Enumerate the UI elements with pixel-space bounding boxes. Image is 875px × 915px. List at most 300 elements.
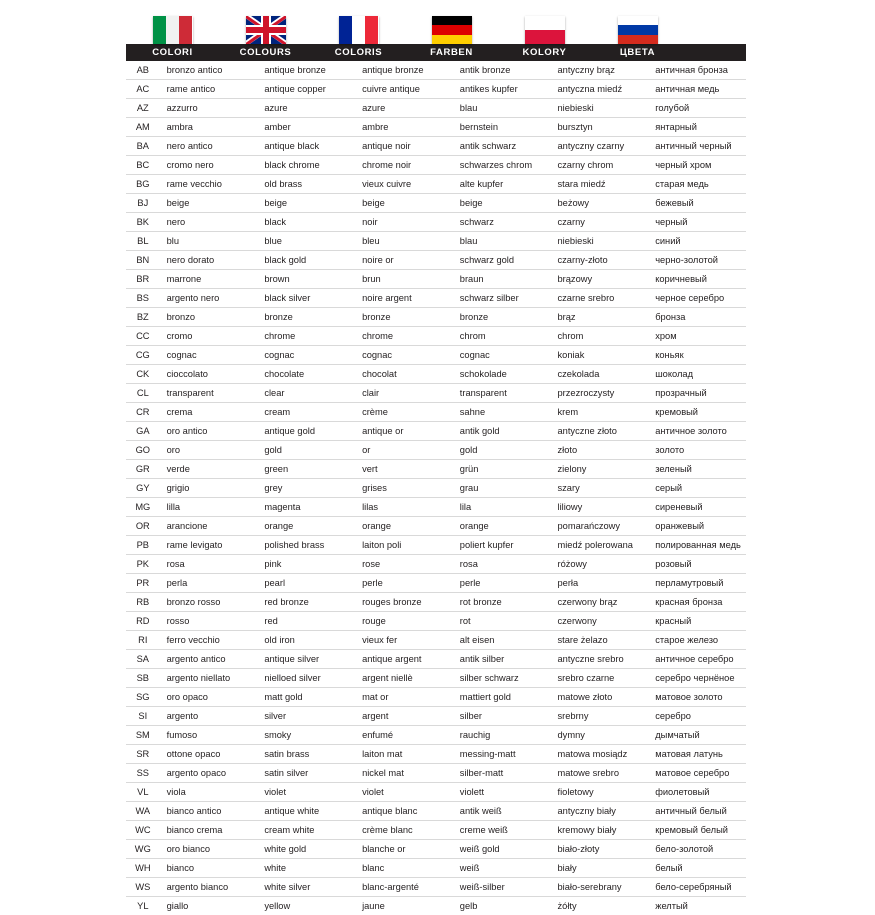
table-row [126, 327, 746, 346]
cell-french: rouge [355, 612, 453, 631]
cell-german: rauchig [453, 726, 551, 745]
table-row [126, 536, 746, 555]
cell-english: black [257, 213, 355, 232]
cell-italian: transparent [160, 384, 258, 403]
cell-polish: złoto [551, 441, 649, 460]
flag-germany-icon [432, 16, 472, 44]
cell-italian: nero dorato [160, 251, 258, 270]
flag-cell-france [312, 16, 405, 44]
cell-code: BK [126, 213, 160, 232]
cell-french: chrome [355, 327, 453, 346]
cell-english: old brass [257, 175, 355, 194]
column-header-colori: COLORI [126, 47, 219, 58]
column-header-kolory: KOLORY [498, 47, 591, 58]
cell-polish: kremowy biały [551, 821, 649, 840]
cell-polish: żółty [551, 897, 649, 915]
cell-german: schokolade [453, 365, 551, 384]
cell-russian: матовое золото [648, 688, 746, 707]
cell-code: BS [126, 289, 160, 308]
cell-italian: grigio [160, 479, 258, 498]
cell-english: satin brass [257, 745, 355, 764]
cell-polish: antyczne srebro [551, 650, 649, 669]
table-row [126, 878, 746, 897]
cell-polish: przezroczysty [551, 384, 649, 403]
table-row [126, 156, 746, 175]
cell-french: brun [355, 270, 453, 289]
cell-french: nickel mat [355, 764, 453, 783]
cell-french: vert [355, 460, 453, 479]
cell-english: smoky [257, 726, 355, 745]
column-header-colours: COLOURS [219, 47, 312, 58]
cell-german: silber-matt [453, 764, 551, 783]
cell-code: WH [126, 859, 160, 878]
cell-english: green [257, 460, 355, 479]
cell-polish: matowa mosiądz [551, 745, 649, 764]
cell-code: SM [126, 726, 160, 745]
cell-polish: czarne srebro [551, 289, 649, 308]
cell-italian: ottone opaco [160, 745, 258, 764]
cell-italian: beige [160, 194, 258, 213]
cell-polish: szary [551, 479, 649, 498]
table-row [126, 631, 746, 650]
cell-code: AZ [126, 99, 160, 118]
cell-code: SI [126, 707, 160, 726]
cell-russian: прозрачный [648, 384, 746, 403]
cell-english: antique gold [257, 422, 355, 441]
cell-german: orange [453, 517, 551, 536]
cell-russian: бежевый [648, 194, 746, 213]
table-row [126, 365, 746, 384]
cell-italian: cioccolato [160, 365, 258, 384]
cell-russian: старое железо [648, 631, 746, 650]
cell-russian: синий [648, 232, 746, 251]
cell-english: nielloed silver [257, 669, 355, 688]
cell-code: SG [126, 688, 160, 707]
cell-polish: antyczny brąz [551, 61, 649, 80]
cell-italian: argento antico [160, 650, 258, 669]
flag-cell-poland [498, 16, 591, 44]
cell-english: cream [257, 403, 355, 422]
cell-code: CK [126, 365, 160, 384]
table-row [126, 517, 746, 536]
cell-french: lilas [355, 498, 453, 517]
cell-italian: viola [160, 783, 258, 802]
cell-polish: miedź polerowana [551, 536, 649, 555]
cell-polish: dymny [551, 726, 649, 745]
cell-russian: матовое серебро [648, 764, 746, 783]
cell-french: blanche or [355, 840, 453, 859]
cell-code: MG [126, 498, 160, 517]
cell-german: sahne [453, 403, 551, 422]
cell-english: antique white [257, 802, 355, 821]
cell-english: white gold [257, 840, 355, 859]
cell-german: rot bronze [453, 593, 551, 612]
cell-russian: матовая латунь [648, 745, 746, 764]
cell-code: GY [126, 479, 160, 498]
cell-code: BN [126, 251, 160, 270]
cell-italian: bianco [160, 859, 258, 878]
cell-italian: oro bianco [160, 840, 258, 859]
cell-french: noire argent [355, 289, 453, 308]
cell-italian: azzurro [160, 99, 258, 118]
cell-french: argent niellè [355, 669, 453, 688]
cell-russian: античное золото [648, 422, 746, 441]
cell-german: antik silber [453, 650, 551, 669]
cell-german: rosa [453, 555, 551, 574]
cell-code: RI [126, 631, 160, 650]
cell-polish: biało-serebrany [551, 878, 649, 897]
cell-code: YL [126, 897, 160, 915]
cell-russian: черный [648, 213, 746, 232]
cell-code: CC [126, 327, 160, 346]
flag-russia-icon [618, 16, 658, 44]
cell-polish: czarny chrom [551, 156, 649, 175]
table-row [126, 289, 746, 308]
cell-french: antique blanc [355, 802, 453, 821]
cell-german: lila [453, 498, 551, 517]
cell-french: noir [355, 213, 453, 232]
cell-german: braun [453, 270, 551, 289]
table-row [126, 745, 746, 764]
cell-french: vieux fer [355, 631, 453, 650]
cell-german: weiß [453, 859, 551, 878]
cell-polish: fioletowy [551, 783, 649, 802]
cell-code: CL [126, 384, 160, 403]
cell-italian: giallo [160, 897, 258, 915]
cell-polish: matowe złoto [551, 688, 649, 707]
cell-english: grey [257, 479, 355, 498]
cell-polish: antyczne złoto [551, 422, 649, 441]
cell-french: antique bronze [355, 61, 453, 80]
cell-russian: коньяк [648, 346, 746, 365]
cell-russian: античная бронза [648, 61, 746, 80]
cell-italian: oro [160, 441, 258, 460]
cell-russian: янтарный [648, 118, 746, 137]
table-row [126, 821, 746, 840]
cell-polish: biały [551, 859, 649, 878]
cell-code: GR [126, 460, 160, 479]
cell-french: cognac [355, 346, 453, 365]
cell-russian: серый [648, 479, 746, 498]
cell-polish: brązowy [551, 270, 649, 289]
cell-english: bronze [257, 308, 355, 327]
cell-russian: коричневый [648, 270, 746, 289]
flag-header-row [0, 0, 875, 44]
cell-italian: cromo [160, 327, 258, 346]
cell-german: antikes kupfer [453, 80, 551, 99]
cell-code: BL [126, 232, 160, 251]
cell-russian: кремовый [648, 403, 746, 422]
table-row [126, 555, 746, 574]
cell-russian: хром [648, 327, 746, 346]
cell-french: chrome noir [355, 156, 453, 175]
cell-italian: arancione [160, 517, 258, 536]
table-row [126, 574, 746, 593]
cell-french: violet [355, 783, 453, 802]
cell-russian: желтый [648, 897, 746, 915]
cell-french: noire or [355, 251, 453, 270]
cell-english: matt gold [257, 688, 355, 707]
table-row [126, 460, 746, 479]
flag-cell-uk [219, 16, 312, 44]
cell-italian: blu [160, 232, 258, 251]
cell-english: red [257, 612, 355, 631]
cell-italian: rame antico [160, 80, 258, 99]
cell-italian: argento bianco [160, 878, 258, 897]
cell-german: silber [453, 707, 551, 726]
cell-french: enfumé [355, 726, 453, 745]
cell-english: yellow [257, 897, 355, 915]
cell-german: schwarz silber [453, 289, 551, 308]
cell-french: jaune [355, 897, 453, 915]
cell-russian: красная бронза [648, 593, 746, 612]
cell-german: antik weiß [453, 802, 551, 821]
cell-russian: античный черный [648, 137, 746, 156]
cell-code: AM [126, 118, 160, 137]
cell-russian: голубой [648, 99, 746, 118]
table-row [126, 764, 746, 783]
table-row [126, 251, 746, 270]
cell-french: argent [355, 707, 453, 726]
cell-polish: antyczny czarny [551, 137, 649, 156]
cell-polish: bursztyn [551, 118, 649, 137]
cell-russian: бело-серебряный [648, 878, 746, 897]
cell-french: grises [355, 479, 453, 498]
cell-german: blau [453, 232, 551, 251]
cell-italian: argento [160, 707, 258, 726]
cell-english: chocolate [257, 365, 355, 384]
flag-cell-italy [126, 16, 219, 44]
cell-polish: liliowy [551, 498, 649, 517]
cell-italian: crema [160, 403, 258, 422]
cell-russian: красный [648, 612, 746, 631]
cell-italian: rosso [160, 612, 258, 631]
table-row [126, 441, 746, 460]
cell-english: white silver [257, 878, 355, 897]
cell-english: black chrome [257, 156, 355, 175]
cell-polish: czerwony [551, 612, 649, 631]
cell-german: silber schwarz [453, 669, 551, 688]
cell-code: AB [126, 61, 160, 80]
cell-french: crème blanc [355, 821, 453, 840]
cell-code: WA [126, 802, 160, 821]
cell-russian: античный белый [648, 802, 746, 821]
cell-polish: beżowy [551, 194, 649, 213]
cell-polish: stara miedź [551, 175, 649, 194]
cell-english: antique copper [257, 80, 355, 99]
cell-russian: зеленый [648, 460, 746, 479]
cell-code: WG [126, 840, 160, 859]
cell-english: azure [257, 99, 355, 118]
cell-french: rouges bronze [355, 593, 453, 612]
cell-english: clear [257, 384, 355, 403]
cell-russian: полированная медь [648, 536, 746, 555]
cell-russian: сиреневый [648, 498, 746, 517]
cell-code: BR [126, 270, 160, 289]
cell-italian: bronzo [160, 308, 258, 327]
cell-polish: czekolada [551, 365, 649, 384]
color-code-table [126, 61, 746, 915]
cell-russian: серебро [648, 707, 746, 726]
cell-german: weiß-silber [453, 878, 551, 897]
table-row [126, 61, 746, 80]
cell-polish: stare żelazo [551, 631, 649, 650]
cell-english: white [257, 859, 355, 878]
cell-english: polished brass [257, 536, 355, 555]
cell-english: antique black [257, 137, 355, 156]
cell-italian: ferro vecchio [160, 631, 258, 650]
flag-cell-russia [591, 16, 684, 44]
cell-code: BJ [126, 194, 160, 213]
cell-german: bronze [453, 308, 551, 327]
cell-russian: старая медь [648, 175, 746, 194]
flag-poland-icon [525, 16, 565, 44]
flag-france-icon [339, 16, 379, 44]
cell-code: PK [126, 555, 160, 574]
cell-french: cuivre antique [355, 80, 453, 99]
cell-german: messing-matt [453, 745, 551, 764]
cell-german: mattiert gold [453, 688, 551, 707]
table-row [126, 346, 746, 365]
cell-german: antik bronze [453, 61, 551, 80]
cell-polish: koniak [551, 346, 649, 365]
cell-russian: оранжевый [648, 517, 746, 536]
cell-italian: argento opaco [160, 764, 258, 783]
cell-russian: черный хром [648, 156, 746, 175]
cell-polish: krem [551, 403, 649, 422]
table-row [126, 422, 746, 441]
cell-russian: бело-золотой [648, 840, 746, 859]
cell-italian: perla [160, 574, 258, 593]
cell-french: chocolat [355, 365, 453, 384]
cell-english: red bronze [257, 593, 355, 612]
cell-italian: rame vecchio [160, 175, 258, 194]
cell-code: BZ [126, 308, 160, 327]
table-row [126, 308, 746, 327]
cell-english: beige [257, 194, 355, 213]
cell-french: orange [355, 517, 453, 536]
cell-english: pink [257, 555, 355, 574]
cell-russian: дымчатый [648, 726, 746, 745]
cell-code: RD [126, 612, 160, 631]
cell-italian: rosa [160, 555, 258, 574]
cell-code: PB [126, 536, 160, 555]
cell-code: SR [126, 745, 160, 764]
cell-russian: серебро чернёное [648, 669, 746, 688]
cell-polish: niebieski [551, 232, 649, 251]
cell-polish: chrom [551, 327, 649, 346]
cell-german: schwarz [453, 213, 551, 232]
cell-german: cognac [453, 346, 551, 365]
cell-english: violet [257, 783, 355, 802]
cell-italian: bianco crema [160, 821, 258, 840]
cell-italian: bronzo rosso [160, 593, 258, 612]
cell-french: bleu [355, 232, 453, 251]
cell-code: BG [126, 175, 160, 194]
cell-code: WC [126, 821, 160, 840]
cell-polish: niebieski [551, 99, 649, 118]
table-row [126, 403, 746, 422]
cell-french: beige [355, 194, 453, 213]
cell-english: satin silver [257, 764, 355, 783]
cell-german: gold [453, 441, 551, 460]
cell-german: gelb [453, 897, 551, 915]
table-row [126, 650, 746, 669]
cell-english: cognac [257, 346, 355, 365]
cell-italian: verde [160, 460, 258, 479]
table-row [126, 669, 746, 688]
cell-code: GA [126, 422, 160, 441]
table-row [126, 194, 746, 213]
cell-russian: перламутровый [648, 574, 746, 593]
table-header-bar [126, 44, 746, 61]
cell-german: beige [453, 194, 551, 213]
cell-polish: perła [551, 574, 649, 593]
cell-french: laiton poli [355, 536, 453, 555]
cell-russian: фиолетовый [648, 783, 746, 802]
cell-english: old iron [257, 631, 355, 650]
cell-german: schwarz gold [453, 251, 551, 270]
cell-code: BC [126, 156, 160, 175]
cell-polish: srebro czarne [551, 669, 649, 688]
cell-italian: marrone [160, 270, 258, 289]
cell-english: black gold [257, 251, 355, 270]
cell-english: blue [257, 232, 355, 251]
cell-russian: античное серебро [648, 650, 746, 669]
cell-german: weiß gold [453, 840, 551, 859]
cell-french: or [355, 441, 453, 460]
table-row [126, 384, 746, 403]
cell-english: pearl [257, 574, 355, 593]
cell-german: perle [453, 574, 551, 593]
cell-italian: lilla [160, 498, 258, 517]
cell-russian: бронза [648, 308, 746, 327]
table-row [126, 479, 746, 498]
cell-polish: zielony [551, 460, 649, 479]
column-header-coloris: COLORIS [312, 47, 405, 58]
table-row [126, 232, 746, 251]
cell-italian: cromo nero [160, 156, 258, 175]
table-row [126, 707, 746, 726]
cell-german: poliert kupfer [453, 536, 551, 555]
cell-polish: pomarańczowy [551, 517, 649, 536]
cell-code: PR [126, 574, 160, 593]
cell-italian: fumoso [160, 726, 258, 745]
cell-french: bronze [355, 308, 453, 327]
cell-polish: różowy [551, 555, 649, 574]
cell-french: mat or [355, 688, 453, 707]
cell-code: GO [126, 441, 160, 460]
cell-french: rose [355, 555, 453, 574]
cell-german: grün [453, 460, 551, 479]
table-row [126, 840, 746, 859]
cell-code: CG [126, 346, 160, 365]
table-row [126, 175, 746, 194]
cell-russian: белый [648, 859, 746, 878]
cell-russian: черное серебро [648, 289, 746, 308]
table-row [126, 897, 746, 915]
table-row [126, 802, 746, 821]
cell-english: chrome [257, 327, 355, 346]
table-row [126, 213, 746, 232]
table-row [126, 99, 746, 118]
cell-italian: nero [160, 213, 258, 232]
table-row [126, 498, 746, 517]
cell-russian: античная медь [648, 80, 746, 99]
flag-cell-germany [405, 16, 498, 44]
cell-german: bernstein [453, 118, 551, 137]
cell-italian: oro opaco [160, 688, 258, 707]
